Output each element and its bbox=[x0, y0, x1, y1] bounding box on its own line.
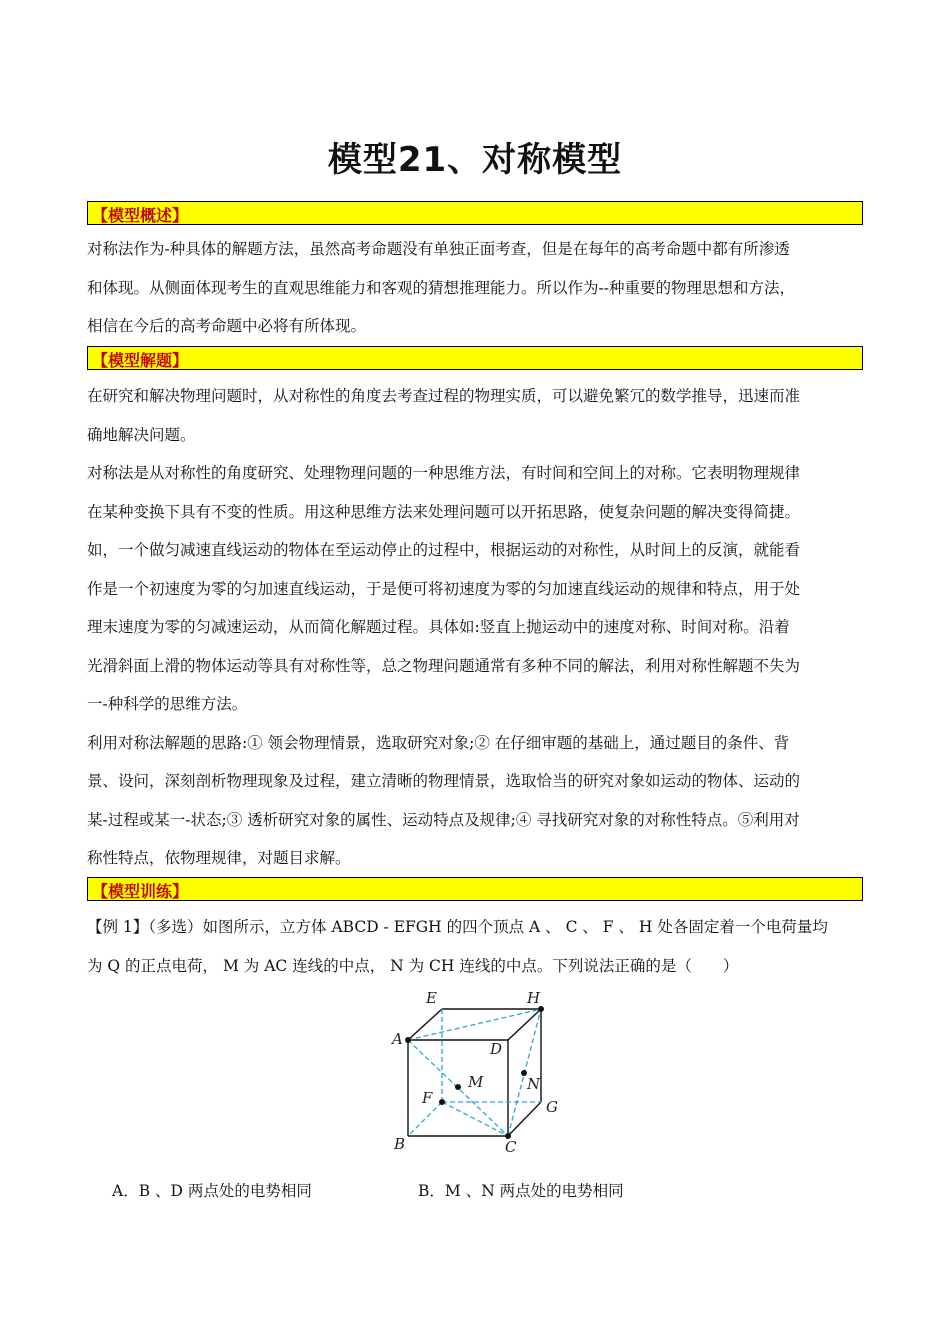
section-heading: 【模型训练】 bbox=[92, 882, 189, 901]
page-title: 模型21、对称模型 bbox=[327, 140, 623, 180]
label-A: A bbox=[392, 1030, 403, 1048]
section-header-training bbox=[87, 877, 863, 901]
text-line: 理末速度为零的匀减速运动，从而简化解题过程。具体如:竖直上抛运动中的速度对称、时间对称。沿着 bbox=[87, 618, 790, 636]
diagonal-FC bbox=[442, 1102, 508, 1136]
text-line: 一-种科学的思维方法。 bbox=[87, 695, 248, 713]
text-line: 在研究和解决物理问题时，从对称性的角度去考查过程的物理实质，可以避免繁冗的数学推导，迅速而准 bbox=[87, 387, 801, 405]
cube-figure bbox=[380, 985, 580, 1155]
text-line: 某-过程或某一-状态;③ 透析研究对象的属性、运动特点及规律;④ 寻找研究对象的对称性特点。⑤利用对 bbox=[87, 810, 800, 829]
label-C: C bbox=[505, 1138, 517, 1155]
text-line: 景、设问，深刻剖析物理现象及过程，建立清晰的物理情景，选取恰当的研究对象如运动的物体、运动的 bbox=[87, 772, 801, 790]
text-line: 相信在今后的高考命题中必将有所体现。 bbox=[87, 317, 367, 335]
label-M: M bbox=[468, 1073, 484, 1091]
label-F: F bbox=[422, 1089, 433, 1107]
edge-HD bbox=[508, 1009, 541, 1040]
text-line: 作是一个初速度为零的匀加速直线运动，于是便可将初速度为零的匀加速直线运动的规律和特点，用于处 bbox=[87, 579, 801, 598]
text-line: 利用对称法解题的思路:① 领会物理情景，选取研究对象;② 在仔细审题的基础上，通过题目的条件、背 bbox=[87, 733, 790, 752]
section-header-overview bbox=[87, 201, 863, 225]
diagonal-AH bbox=[408, 1009, 541, 1040]
section-heading: 【模型解题】 bbox=[92, 351, 189, 370]
point-M bbox=[455, 1084, 461, 1090]
text-line: 在某种变换下具有不变的性质。用这种思维方法来处理问题可以开拓思路，使复杂问题的解决变得简捷。 bbox=[87, 502, 801, 521]
label-N: N bbox=[527, 1075, 541, 1093]
section-header-solving bbox=[87, 346, 863, 370]
edge-AE bbox=[408, 1009, 442, 1040]
option-b: B．M 、N 两点处的电势相同 bbox=[418, 1182, 624, 1200]
text-line: 对称法是从对称性的角度研究、处理物理问题的一种思维方法，有时间和空间上的对称。它表明物理规律 bbox=[87, 464, 801, 482]
question-line: 【例 1】（多选）如图所示，立方体 ABCD - EFGH 的四个顶点 A 、 C 、 F 、 H 处各固定着一个电荷量均 bbox=[87, 918, 828, 936]
text-line: 对称法作为-种具体的解题方法，虽然高考命题没有单独正面考查，但是在每年的高考命题中都有所渗透 bbox=[87, 240, 790, 258]
overview-paragraph bbox=[87, 230, 865, 346]
section-heading: 【模型概述】 bbox=[92, 206, 189, 225]
text-line: 如，一个做匀减速直线运动的物体在至运动停止的过程中，根据运动的对称性，从时间上的反演，就能看 bbox=[87, 541, 801, 559]
hidden-edge-FB bbox=[408, 1102, 442, 1136]
label-E: E bbox=[426, 989, 437, 1007]
text-line: 和体现。从侧面体现考生的直观思维能力和客观的猜想推理能力。所以作为--种重要的物理思想和方法， bbox=[87, 278, 795, 297]
label-B: B bbox=[394, 1135, 406, 1153]
text-line: 光滑斜面上滑的物体运动等具有对称性等，总之物理问题通常有多种不同的解法，利用对称性解题不失为 bbox=[87, 656, 801, 675]
question-line: 为 Q 的正点电荷， M 为 AC 连线的中点， N 为 CH 连线的中点。下列说法正确的是（ ） bbox=[87, 956, 739, 975]
label-H: H bbox=[527, 989, 541, 1007]
label-G: G bbox=[546, 1098, 558, 1116]
text-line: 称性特点，依物理规律，对题目求解。 bbox=[87, 849, 351, 867]
label-D: D bbox=[490, 1040, 503, 1058]
point-F bbox=[439, 1099, 445, 1105]
point-A bbox=[405, 1037, 411, 1043]
text-line: 确地解决问题。 bbox=[87, 425, 196, 444]
example-question bbox=[87, 908, 865, 985]
solving-paragraph bbox=[87, 377, 865, 878]
option-a: A．B 、D 两点处的电势相同 bbox=[112, 1182, 312, 1200]
